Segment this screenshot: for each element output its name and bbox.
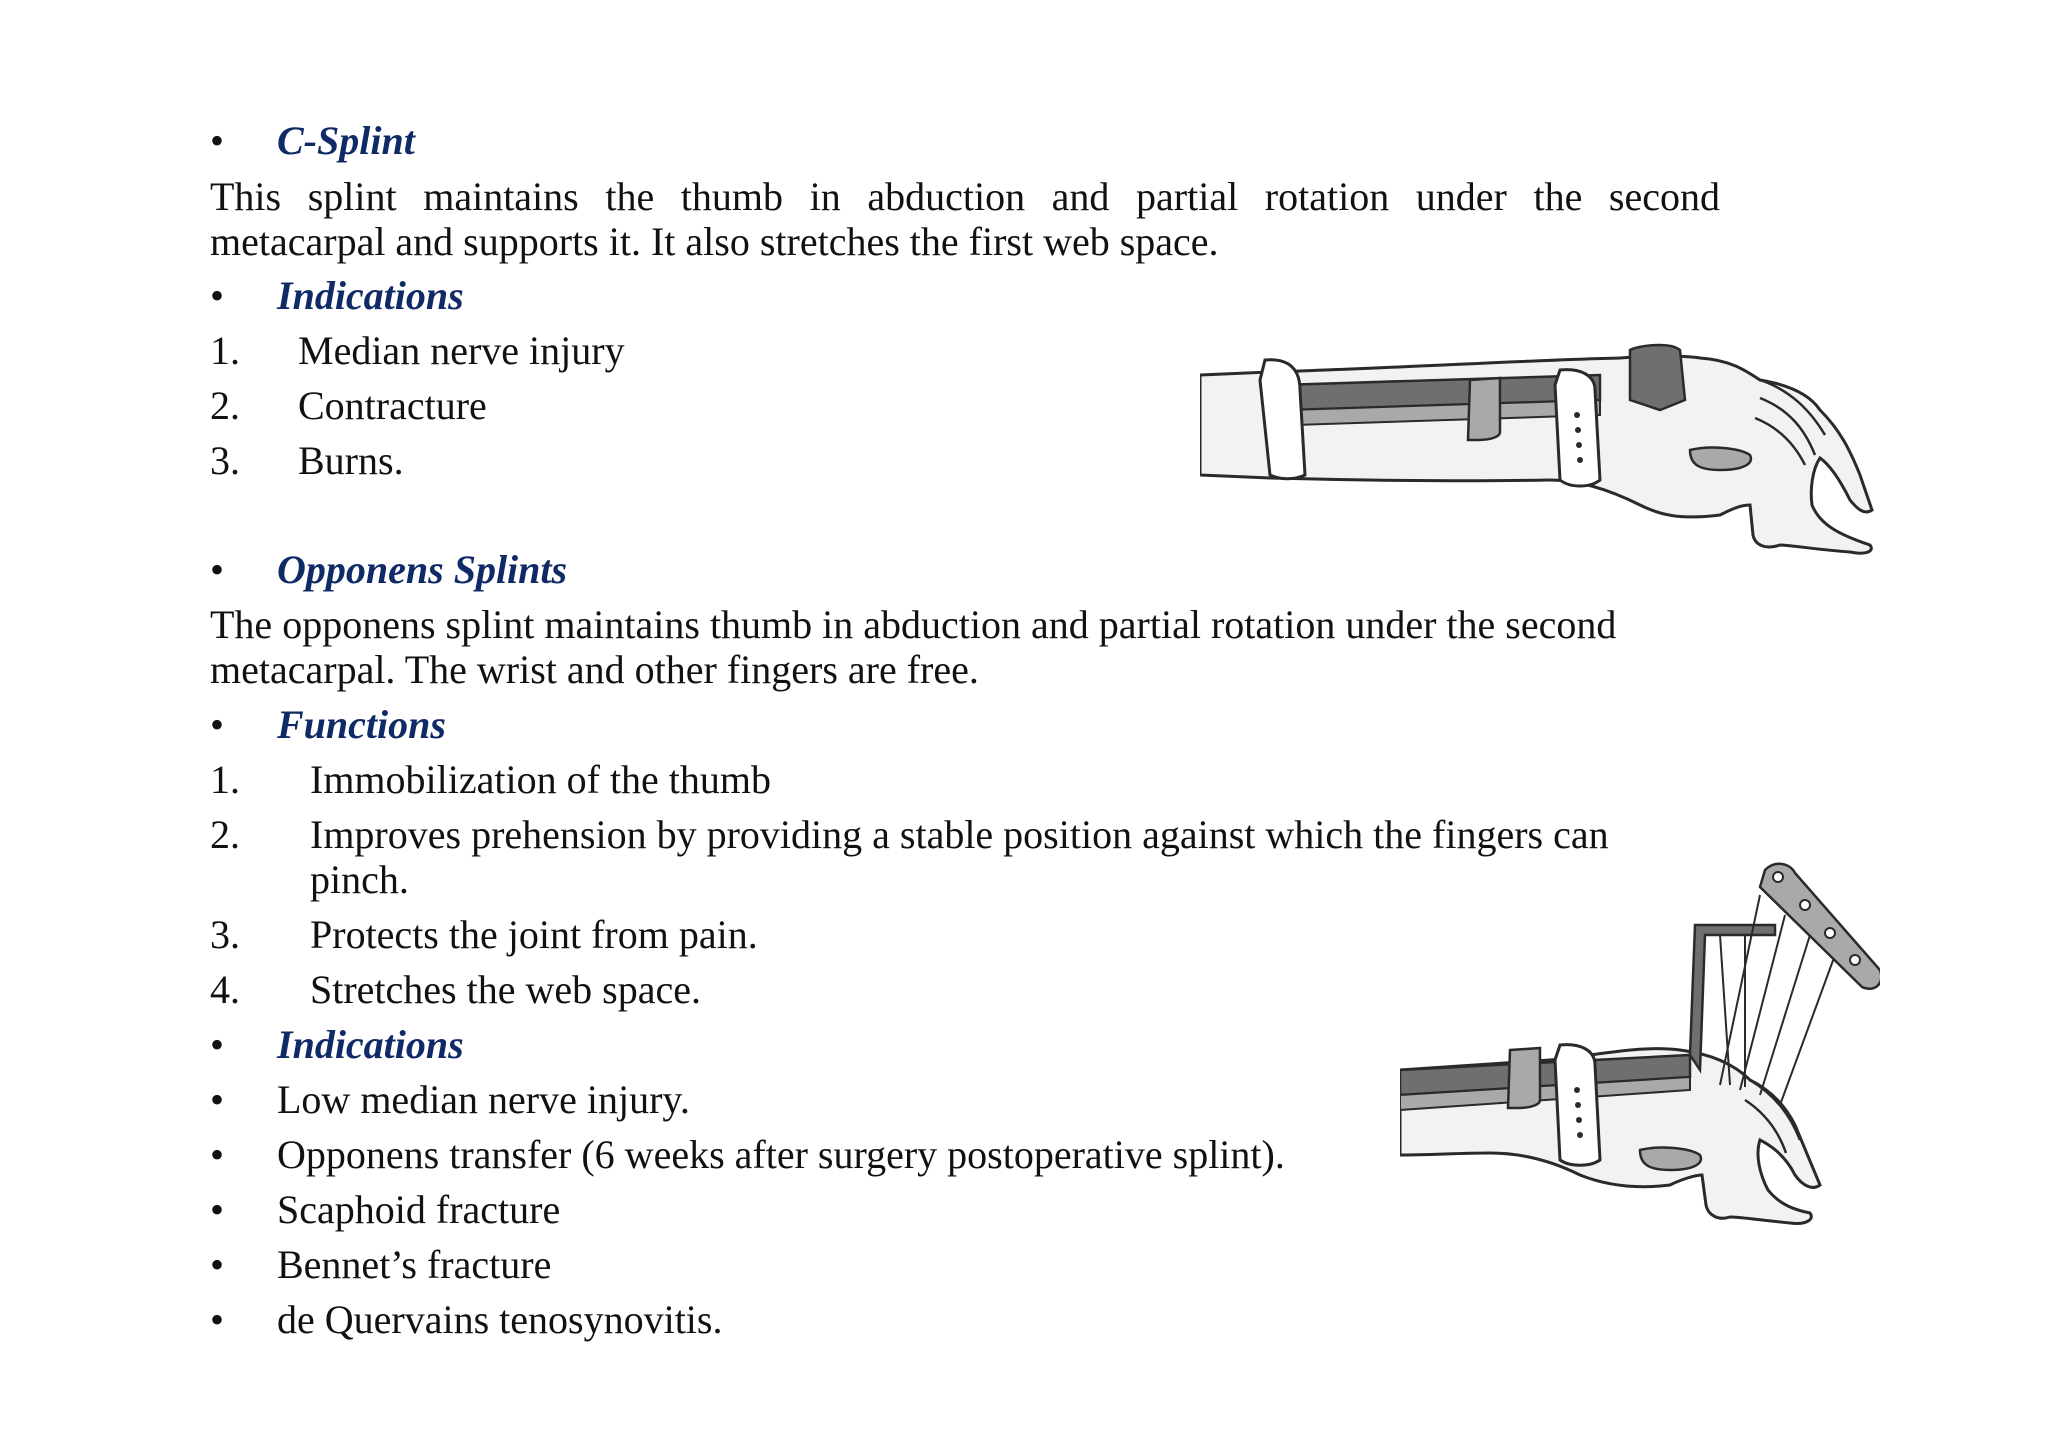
bullet: •	[210, 1077, 225, 1122]
list-number: 2.	[210, 812, 240, 857]
c-splint-illustration	[1200, 340, 1880, 570]
opponens-heading: Opponens Splints	[277, 547, 568, 592]
bullet: •	[210, 1132, 225, 1177]
csplint-description-line2: metacarpal and supports it. It also stretches the first web space.	[210, 219, 1219, 264]
opponens-splint-illustration	[1400, 855, 1880, 1235]
list-item: Scaphoid fracture	[277, 1187, 561, 1232]
bullet: •	[210, 702, 225, 747]
bullet: •	[210, 273, 225, 318]
list-item: Immobilization of the thumb	[310, 757, 772, 802]
list-number: 3.	[210, 912, 240, 957]
bullet: •	[210, 1242, 225, 1287]
list-item: Burns.	[298, 438, 404, 483]
c-bar	[1630, 345, 1685, 410]
list-number: 2.	[210, 383, 240, 428]
list-number: 1.	[210, 757, 240, 802]
opponens-indications-heading: Indications	[277, 1022, 464, 1067]
list-item: Median nerve injury	[298, 328, 625, 373]
bullet: •	[210, 1297, 225, 1342]
opponens-description-line1: The opponens splint maintains thumb in abduction and partial rotation under the second	[210, 602, 1617, 647]
csplint-indications-heading: Indications	[277, 273, 464, 318]
list-item: Opponens transfer (6 weeks after surgery postoperative splint).	[277, 1132, 1285, 1177]
opponens-functions-heading: Functions	[277, 702, 446, 747]
bullet: •	[210, 1022, 225, 1067]
list-item: Contracture	[298, 383, 487, 428]
list-item: Stretches the web space.	[310, 967, 701, 1012]
bullet: •	[210, 118, 225, 163]
list-number: 3.	[210, 438, 240, 483]
list-number: 4.	[210, 967, 240, 1012]
list-item: de Quervains tenosynovitis.	[277, 1297, 723, 1342]
csplint-description-line1: This splint maintains the thumb in abduction and partial rotation under the second	[210, 174, 1720, 219]
list-number: 1.	[210, 328, 240, 373]
list-item-continuation: pinch.	[310, 857, 409, 902]
bullet: •	[210, 547, 225, 592]
list-item: Bennet’s fracture	[277, 1242, 552, 1287]
list-item: Low median nerve injury.	[277, 1077, 690, 1122]
outrigger-frame	[1690, 925, 1775, 1070]
csplint-heading: C-Splint	[277, 118, 415, 163]
list-item: Protects the joint from pain.	[310, 912, 758, 957]
bullet: •	[210, 1187, 225, 1232]
list-item: Improves prehension by providing a stable position against which the fingers can	[310, 812, 1609, 857]
opponens-description-line2: metacarpal. The wrist and other fingers are free.	[210, 647, 979, 692]
